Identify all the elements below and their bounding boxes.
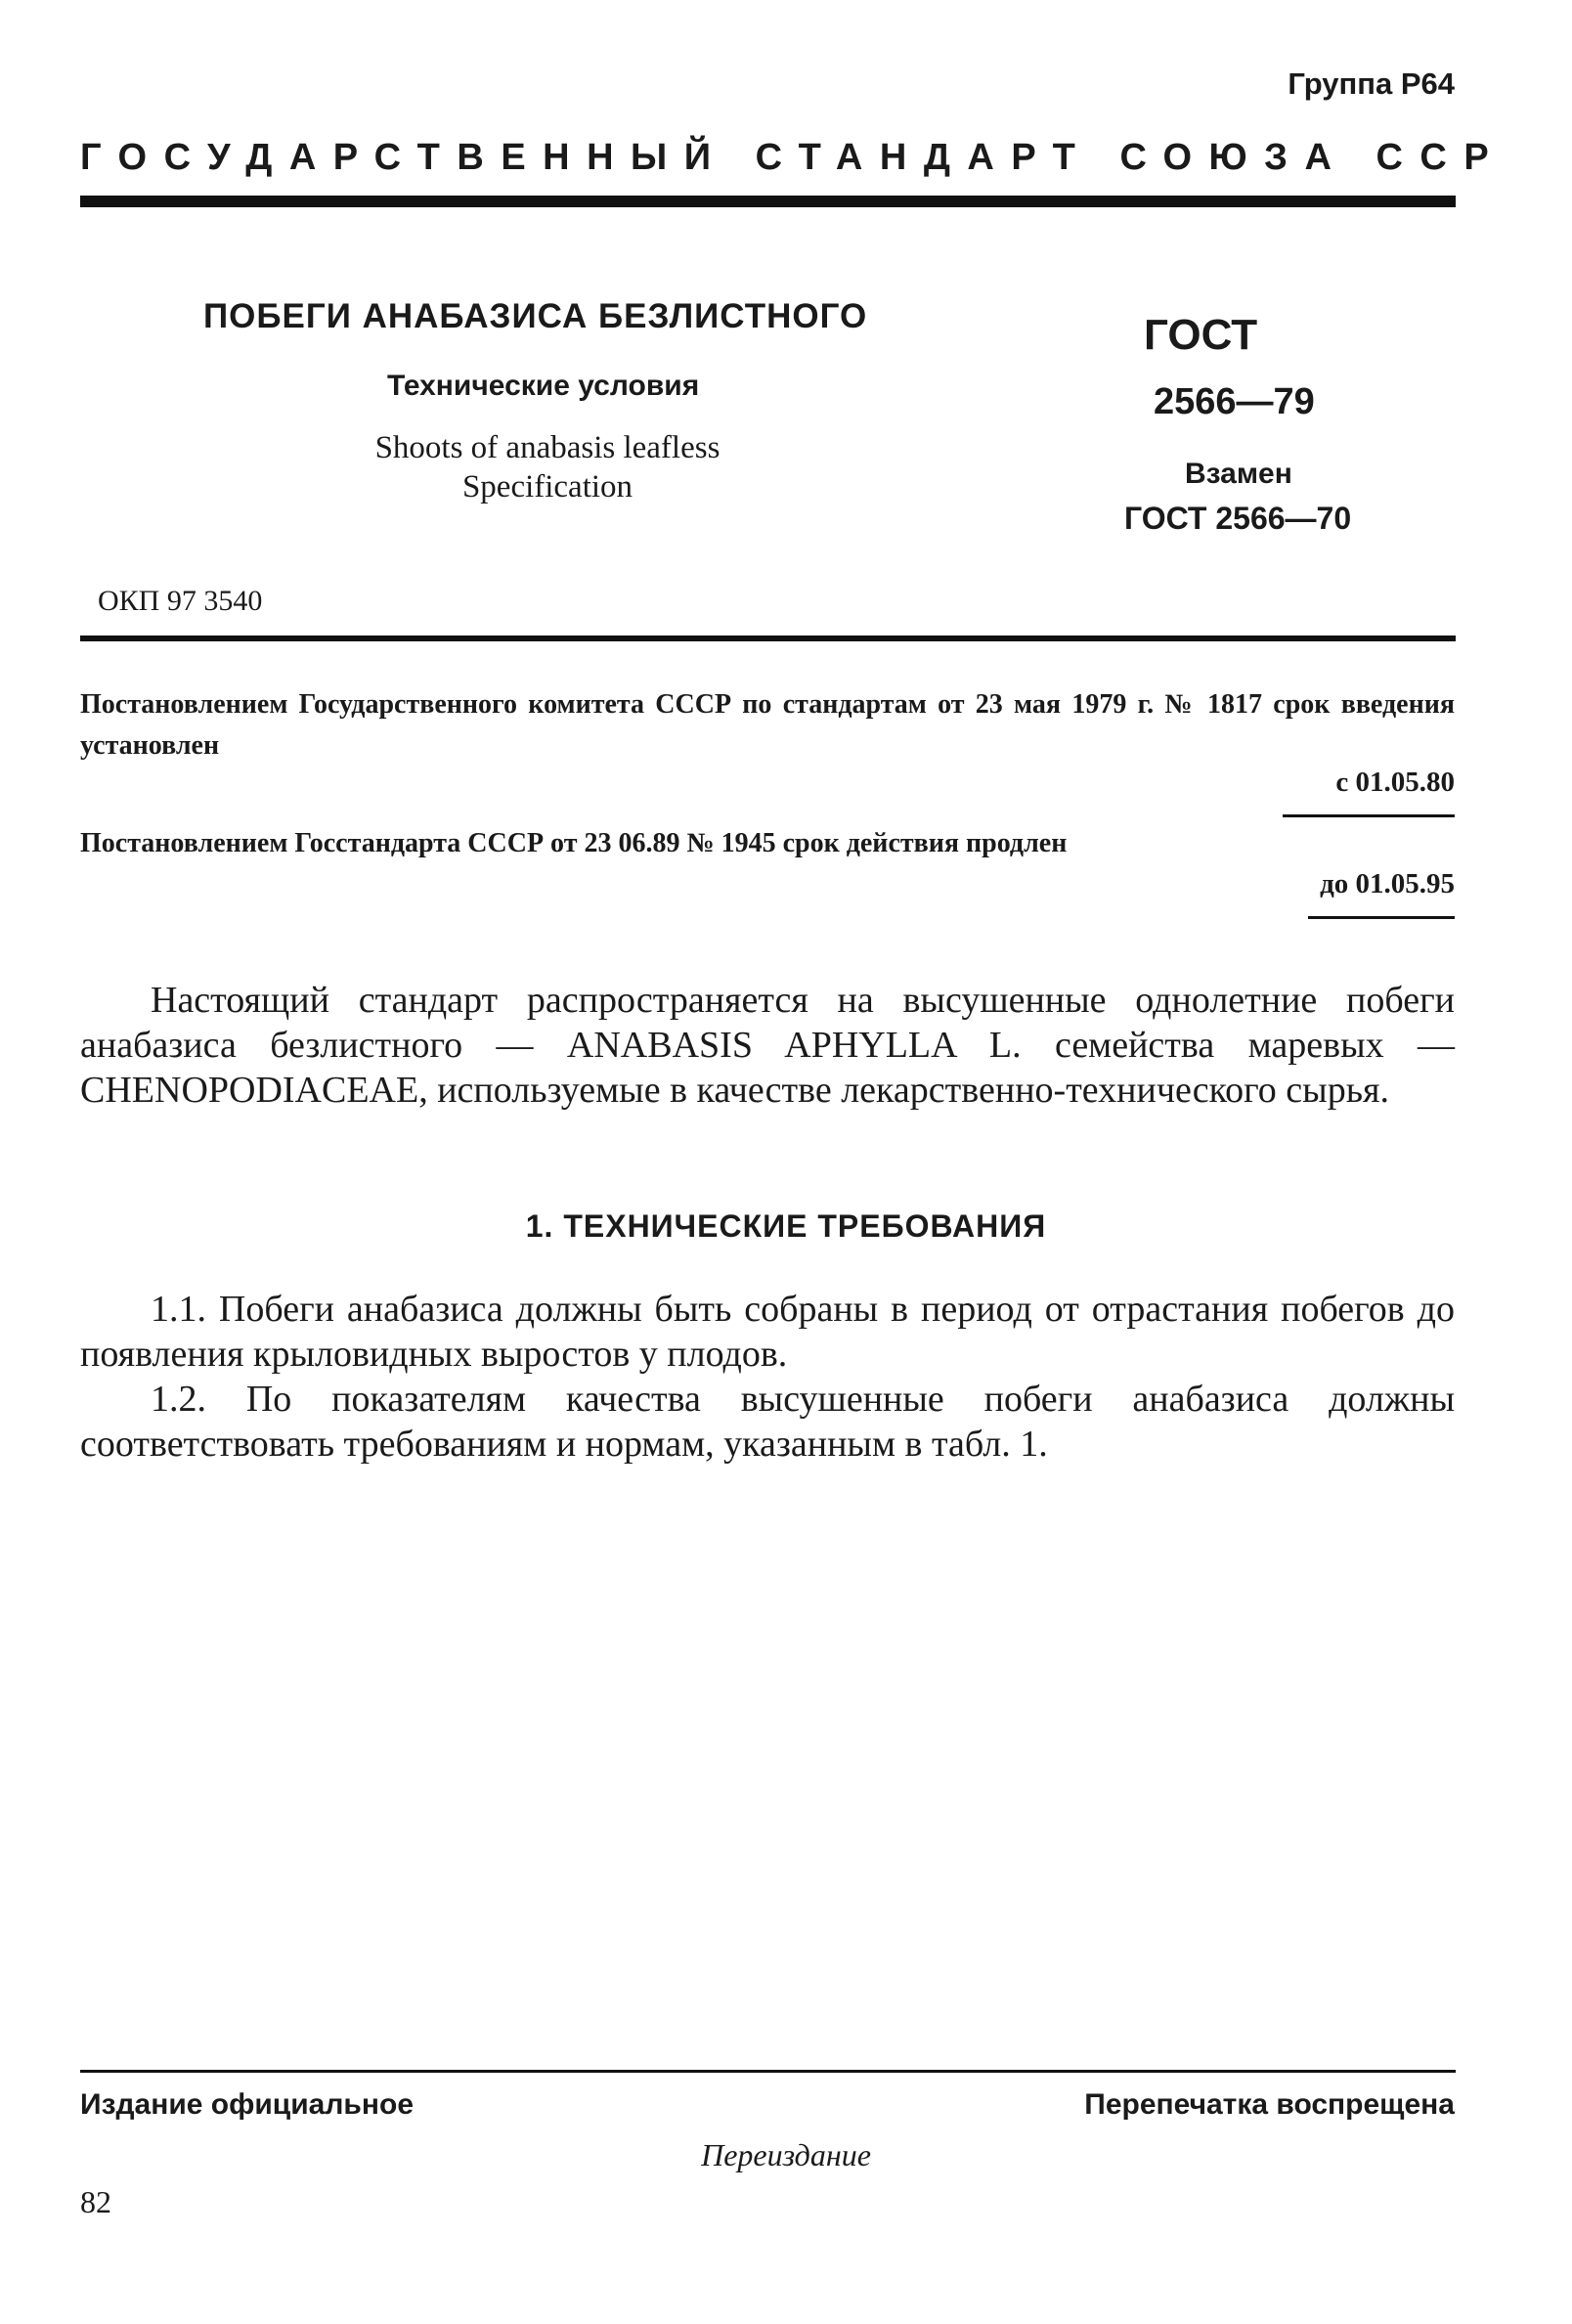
footer-rule xyxy=(80,2070,1456,2073)
official-edition: Издание официальное xyxy=(80,2088,415,2121)
header-rule xyxy=(80,196,1456,207)
replaces-label: Взамен xyxy=(1185,458,1292,490)
requirement-1-2: 1.2. По показателям качества высушенные побеги анабазиса должны соответствовать требованиям и нормам, указанным в табл. 1. xyxy=(80,1379,1455,1465)
section-title: 1. ТЕХНИЧЕСКИЕ ТРЕБОВАНИЯ xyxy=(525,1208,1047,1244)
requirements-text xyxy=(80,1287,1455,1467)
extension-date: до 01.05.95 xyxy=(1320,868,1455,899)
group-code: Группа Р64 xyxy=(1288,66,1455,101)
decree-extension: Постановлением Госстандарта СССР от 23 06.89 № 1945 срок действия продлен xyxy=(80,828,1068,858)
okp-code: ОКП 97 3540 xyxy=(98,585,263,617)
standard-header-title: ГОСУДАРСТВЕННЫЙ СТАНДАРТ СОЮЗА ССР xyxy=(80,137,1506,178)
page-number: 82 xyxy=(80,2184,111,2219)
decree-introduction: Постановлением Государственного комитета СССР по стандартам от 23 мая 1979 г. № 1817 срок введения установлен xyxy=(80,689,1455,761)
scope-paragraph: Настоящий стандарт распространяется на высушенные однолетние побеги анабазиса безлистного — ANABASIS APHYLLA L. семейства маревых — CHENOPODIACEAE, используемые в качестве лекарственно-технического сырья. xyxy=(80,980,1455,1111)
reissue-label: Переиздание xyxy=(701,2137,871,2172)
english-title-line2: Specification xyxy=(461,469,633,504)
english-title-line1: Shoots of anabasis leafless xyxy=(374,430,720,465)
replaces-gost: ГОСТ 2566—70 xyxy=(1124,501,1352,536)
document-subtitle: Технические условия xyxy=(387,370,700,402)
gost-label: ГОСТ xyxy=(1144,311,1258,359)
introduction-date: с 01.05.80 xyxy=(1335,767,1455,798)
reprint-prohibited: Перепечатка воспрещена xyxy=(1084,2088,1455,2121)
english-title xyxy=(293,428,802,506)
introduction-date-underline xyxy=(1283,814,1455,817)
section-rule xyxy=(80,636,1456,641)
gost-number: 2566—79 xyxy=(1154,381,1315,422)
requirement-1-1: 1.1. Побеги анабазиса должны быть собраны в период от отрастания побегов до появления крыловидных выростов у плодов. xyxy=(80,1289,1455,1375)
document-title: ПОБЕГИ АНАБАЗИСА БЕЗЛИСТНОГО xyxy=(203,297,868,335)
extension-date-underline xyxy=(1308,916,1455,919)
